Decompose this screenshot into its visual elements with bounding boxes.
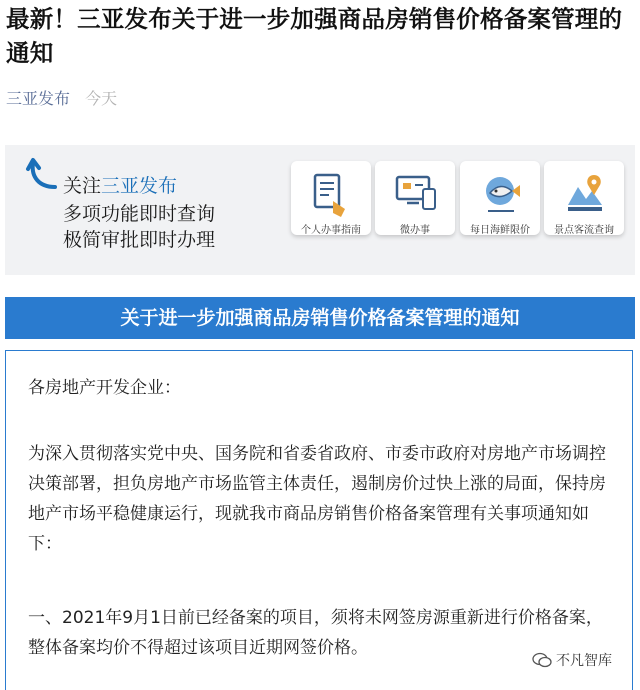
- banner-follow-text: [63, 171, 177, 198]
- tile-label-personal-guide: 个人办事指南: [301, 225, 361, 236]
- banner-brand: 三亚发布: [101, 175, 178, 197]
- watermark-text: 不凡智库: [556, 653, 612, 669]
- account-name-link[interactable]: 三亚发布: [6, 89, 71, 108]
- follow-prefix: 关注: [63, 175, 102, 197]
- scenic-location-icon: [564, 171, 608, 223]
- notice-content: [5, 350, 633, 690]
- tile-label-scenic-traffic: 景点客流查询: [554, 225, 614, 236]
- notice-paragraph-1: 为深入贯彻落实党中央、国务院和省委省政府、市委市政府对房地产市场调控决策部署，担负房地产市场监管主体责任，遏制房价过快上涨的局面，保持房地产市场平稳健康运行，现就我市商品房销售价格备案管理有关事项通知如下：: [28, 444, 606, 554]
- curved-arrow-icon: [25, 157, 65, 197]
- notice-salutation: 各房地产开发企业：: [28, 378, 181, 398]
- source-watermark: [532, 650, 612, 670]
- article-headline: 最新！三亚发布关于进一步加强商品房销售价格备案管理的通知: [6, 5, 623, 67]
- wechat-icon: [532, 652, 552, 668]
- banner-line-2: 多项功能即时查询: [63, 203, 216, 225]
- follow-banner[interactable]: [5, 145, 635, 275]
- notice-title-bar: 关于进一步加强商品房销售价格备案管理的通知: [5, 297, 635, 339]
- computer-phone-icon: [395, 171, 439, 223]
- article-meta: [6, 86, 117, 109]
- fish-icon: [480, 171, 524, 223]
- document-hand-icon: [311, 171, 351, 223]
- tile-label-micro-service: 微办事: [400, 225, 430, 236]
- tile-label-seafood-price: 每日海鲜限价: [470, 225, 530, 236]
- banner-line-3: 极简审批即时办理: [63, 229, 216, 251]
- publish-date: 今天: [85, 89, 118, 108]
- notice-paragraph-2: 一、2021年9月1日前已经备案的项目，须将未网签房源重新进行价格备案，整体备案均价不得超过该项目近期网签价格。: [28, 608, 603, 658]
